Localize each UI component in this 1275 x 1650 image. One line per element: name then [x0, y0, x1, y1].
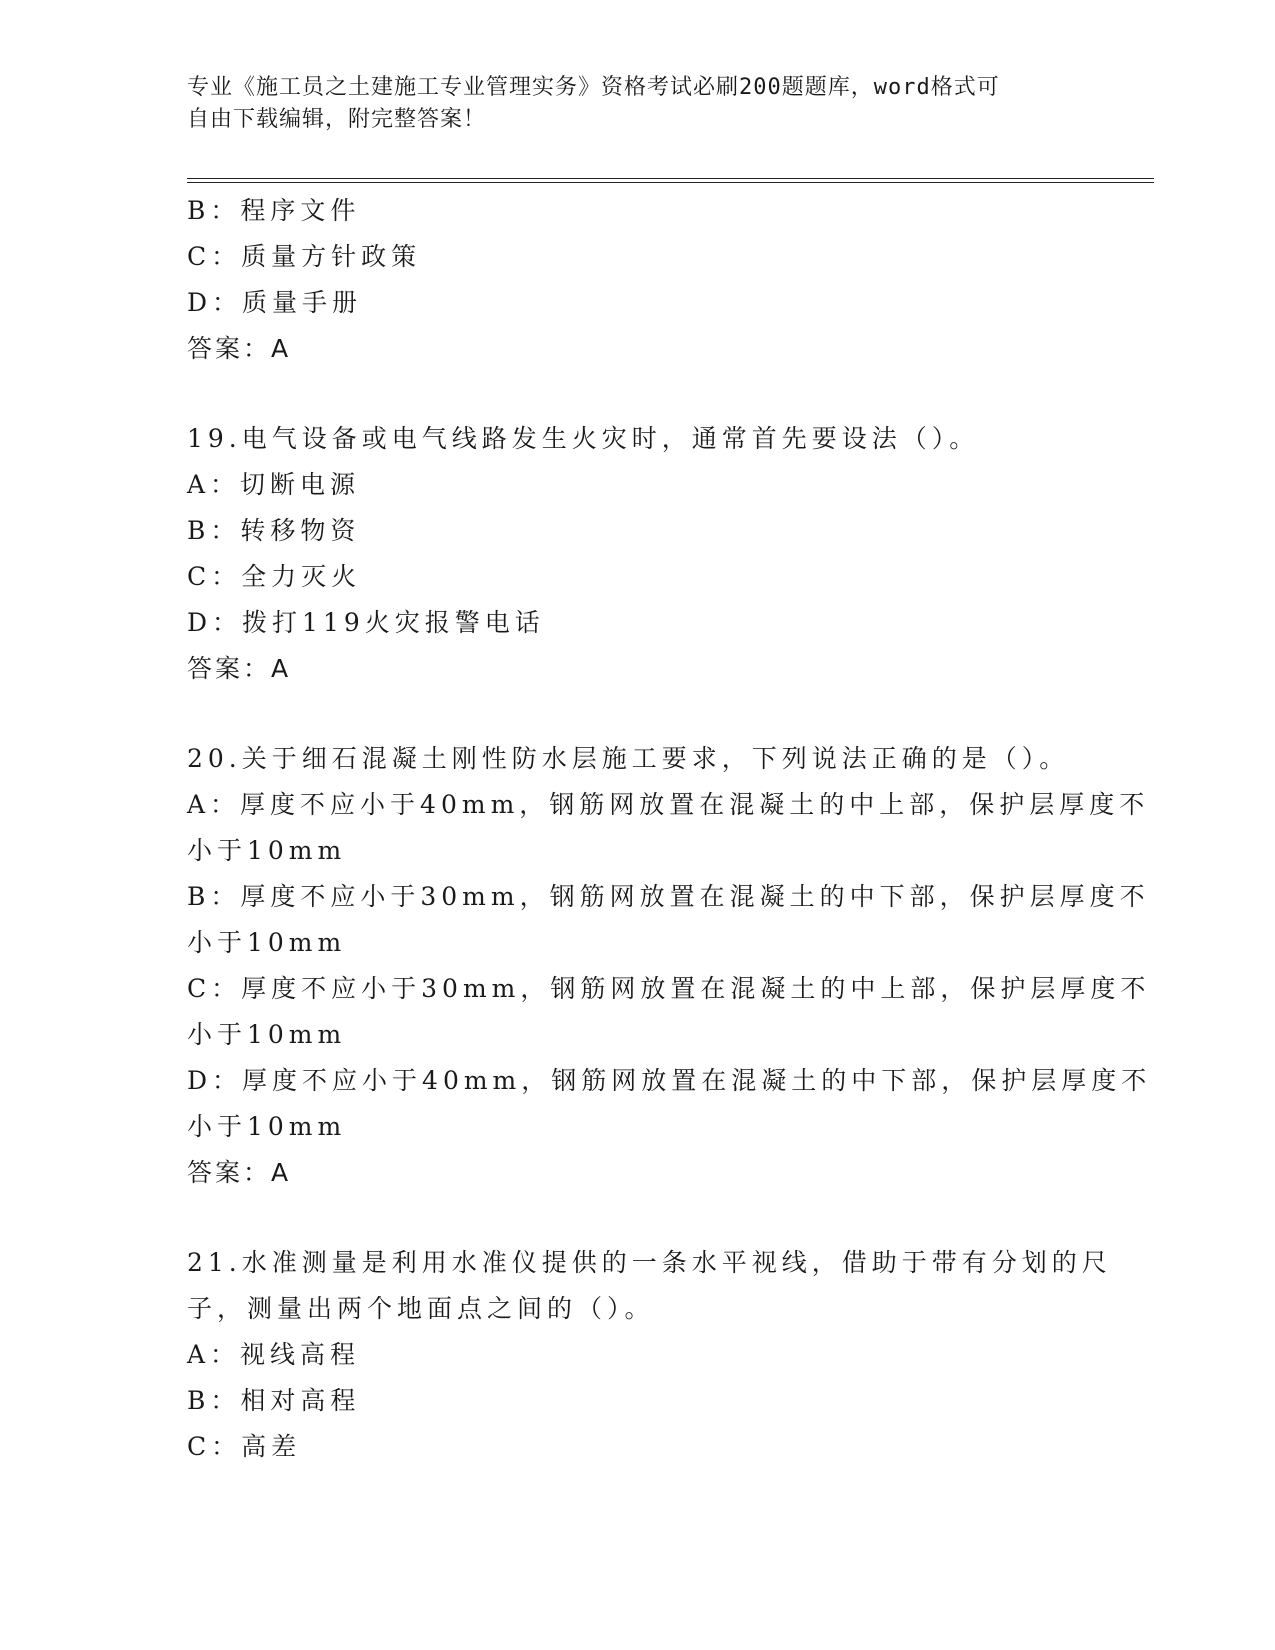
q19-answer: 答案：A — [187, 654, 292, 683]
header-title-line-1: 专业《施工员之土建施工专业管理实务》资格考试必刷200题题库，word格式可 — [187, 75, 1000, 100]
q20-option-d-line-1: D：厚度不应小于40mm，钢筋网放置在混凝土的中下部，保护层厚度不 — [187, 1066, 1152, 1095]
spacer — [187, 692, 1087, 736]
document-body — [187, 188, 1152, 1470]
q18-option-c: C：质量方针政策 — [187, 242, 422, 271]
q21-stem-line-2: 子，测量出两个地面点之间的（）。 — [187, 1294, 655, 1323]
q21-option-c: C：高差 — [187, 1432, 302, 1461]
q18-answer: 答案：A — [187, 334, 292, 363]
question-21 — [187, 1240, 1112, 1470]
q19-stem: 19.电气设备或电气线路发生火灾时，通常首先要设法（）。 — [187, 424, 980, 453]
q21-option-a: A：视线高程 — [187, 1340, 361, 1369]
question-20 — [187, 736, 1152, 1196]
q21-option-b: B：相对高程 — [187, 1386, 361, 1415]
page-header — [187, 72, 1067, 136]
q20-stem: 20.关于细石混凝土刚性防水层施工要求，下列说法正确的是（）。 — [187, 744, 1070, 773]
q19-option-a: A：切断电源 — [187, 470, 361, 499]
header-divider — [187, 178, 1154, 183]
spacer — [187, 372, 1087, 416]
q19-option-b: B：转移物资 — [187, 516, 361, 545]
q19-option-c: C：全力灭火 — [187, 562, 362, 591]
question-18 — [187, 188, 1087, 372]
q18-option-b: B：程序文件 — [187, 196, 361, 225]
q20-answer: 答案：A — [187, 1158, 292, 1187]
q19-option-d: D：拨打119火灾报警电话 — [187, 608, 545, 637]
q20-option-b-line-1: B：厚度不应小于30mm，钢筋网放置在混凝土的中下部，保护层厚度不 — [187, 882, 1150, 911]
spacer — [187, 1196, 1087, 1240]
q18-option-d: D：质量手册 — [187, 288, 363, 317]
q20-option-a-line-1: A：厚度不应小于40mm，钢筋网放置在混凝土的中上部，保护层厚度不 — [187, 790, 1150, 819]
q20-option-a-line-2: 小于10mm — [187, 836, 347, 865]
q20-option-d-line-2: 小于10mm — [187, 1112, 347, 1141]
header-title-line-2: 自由下载编辑，附完整答案！ — [187, 107, 487, 132]
question-19 — [187, 416, 1087, 692]
q20-option-b-line-2: 小于10mm — [187, 928, 347, 957]
q20-option-c-line-1: C：厚度不应小于30mm，钢筋网放置在混凝土的中上部，保护层厚度不 — [187, 974, 1151, 1003]
q20-option-c-line-2: 小于10mm — [187, 1020, 347, 1049]
q21-stem-line-1: 21.水准测量是利用水准仪提供的一条水平视线，借助于带有分划的尺 — [187, 1248, 1112, 1277]
